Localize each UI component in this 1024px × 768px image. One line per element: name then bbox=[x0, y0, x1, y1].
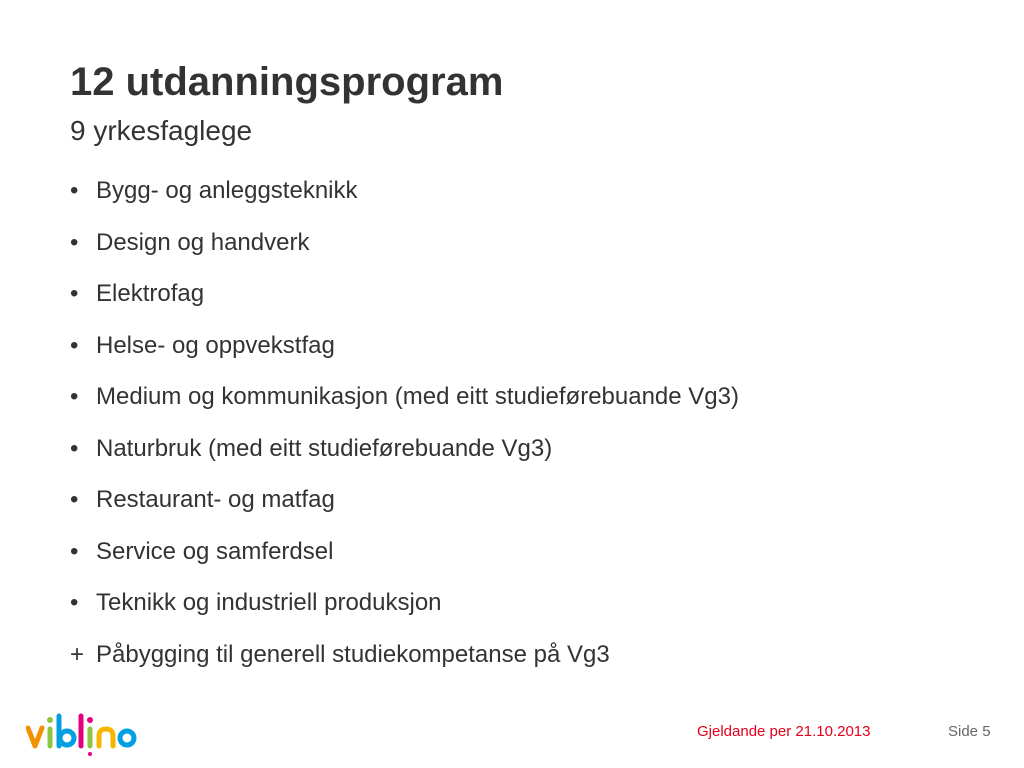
list-item-text: Bygg- og anleggsteknikk bbox=[96, 177, 358, 204]
page-number: Side 5 bbox=[948, 723, 991, 740]
list-item bbox=[70, 226, 739, 278]
list-item-text: Helse- og oppvekstfag bbox=[96, 331, 335, 359]
list-item bbox=[70, 535, 739, 587]
list-item-text: Design og handverk bbox=[96, 228, 310, 256]
viblino-logo bbox=[26, 708, 138, 756]
list-item bbox=[70, 329, 739, 381]
bullet-icon: • bbox=[70, 434, 79, 462]
logo-b-bowl bbox=[60, 731, 74, 745]
list-item bbox=[70, 638, 739, 690]
plus-icon: + bbox=[70, 640, 85, 668]
list-item-text: Medium og kommunikasjon (med eitt studieførebuande Vg3) bbox=[96, 383, 739, 410]
logo-i-dot bbox=[47, 717, 53, 723]
list-item bbox=[70, 277, 739, 329]
logo-o bbox=[120, 731, 134, 745]
list-item-text: Naturbruk (med eitt studieførebuande Vg3) bbox=[96, 434, 553, 462]
bullet-icon: • bbox=[70, 589, 79, 616]
list-item-text: Teknikk og industriell produksjon bbox=[96, 589, 442, 616]
list-item bbox=[70, 586, 739, 638]
bullet-icon: • bbox=[70, 177, 79, 204]
bullet-icon: • bbox=[70, 383, 79, 410]
list-item-text: Service og samferdsel bbox=[96, 537, 334, 565]
bullet-icon: • bbox=[70, 486, 79, 513]
logo-n bbox=[99, 729, 113, 746]
list-item-text: Påbygging til generell studiekompetanse på Vg3 bbox=[96, 640, 610, 668]
list-item bbox=[70, 432, 739, 484]
list-item bbox=[70, 483, 739, 535]
bullet-icon: • bbox=[70, 228, 79, 256]
logo-v bbox=[28, 728, 42, 746]
logo-o-dot bbox=[88, 752, 92, 756]
logo-i2-dot bbox=[87, 717, 93, 723]
slide-title: 12 utdanningsprogram bbox=[70, 60, 504, 104]
bullet-icon: • bbox=[70, 331, 79, 359]
slide-subtitle: 9 yrkesfaglege bbox=[70, 115, 253, 146]
list-item-text: Restaurant- og matfag bbox=[96, 486, 335, 513]
footer-date: Gjeldande per 21.10.2013 bbox=[697, 723, 871, 740]
bullet-icon: • bbox=[70, 537, 79, 565]
bullet-icon: • bbox=[70, 280, 79, 307]
list-item bbox=[70, 174, 739, 226]
list-item bbox=[70, 380, 739, 432]
program-list bbox=[70, 174, 739, 689]
list-item-text: Elektrofag bbox=[96, 280, 205, 307]
